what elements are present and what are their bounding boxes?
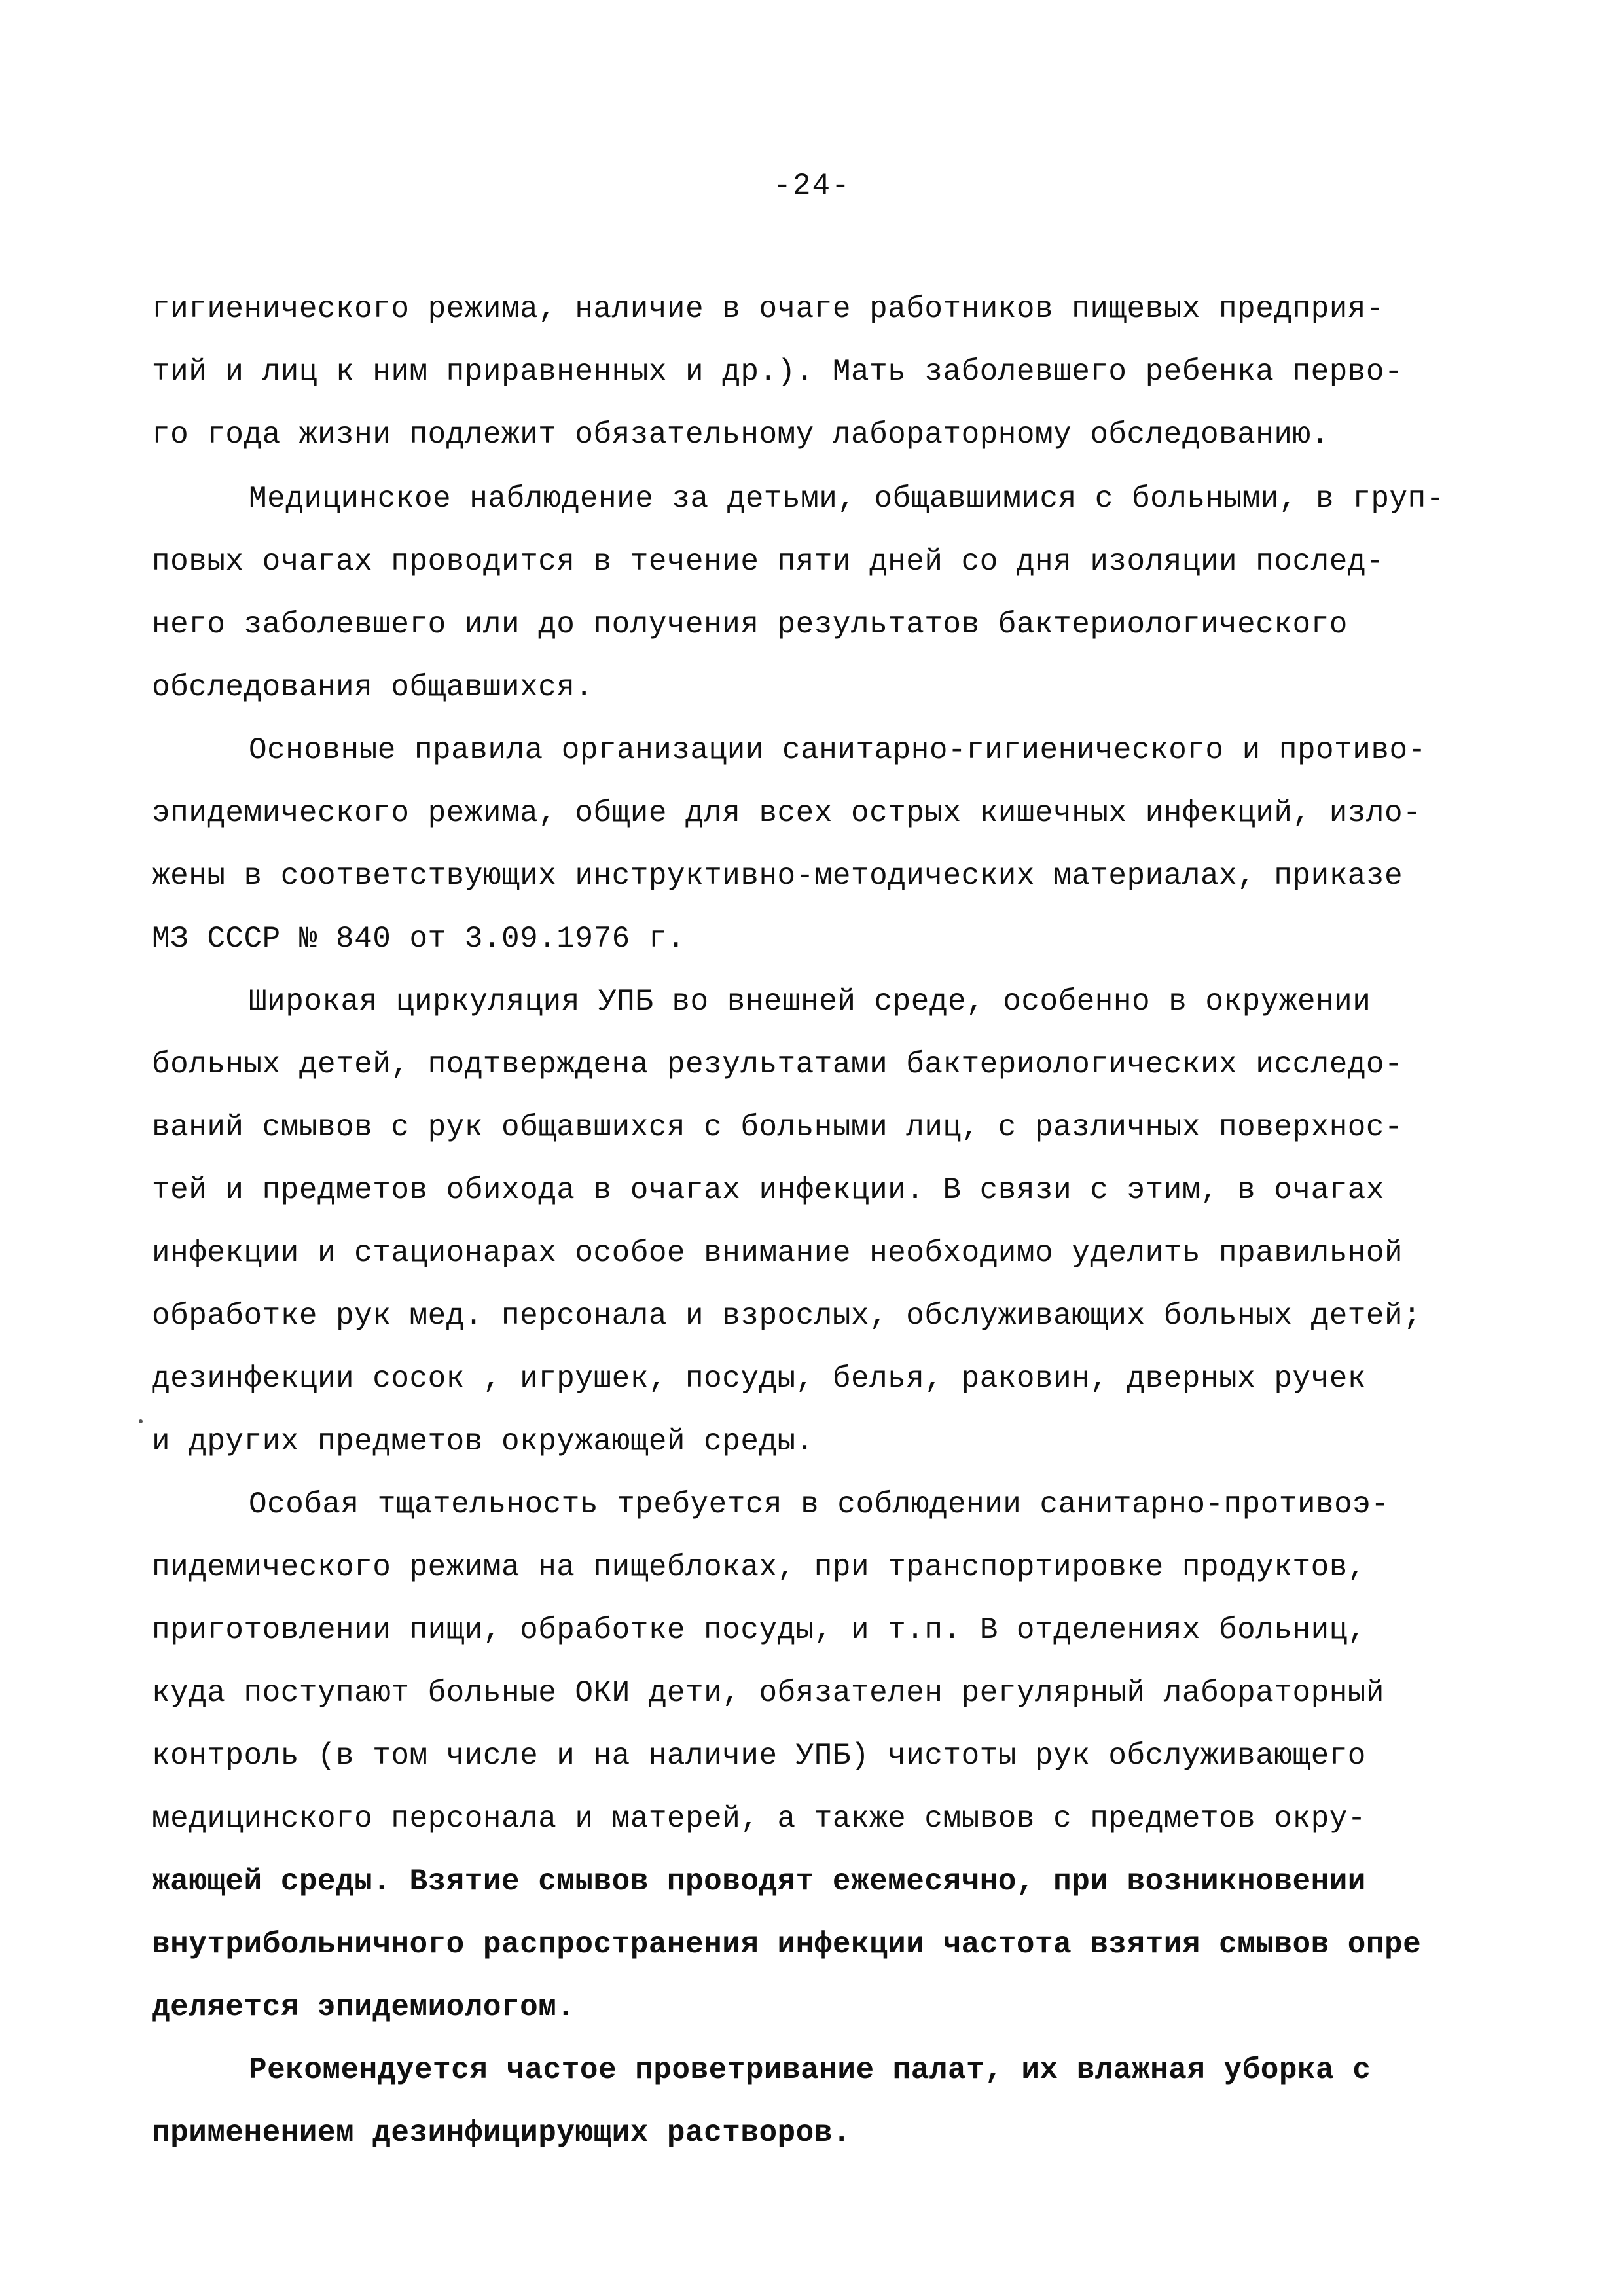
paragraph-5-line-6: медицинского персонала и матерей, а также смывов с предметов окру- — [152, 1802, 1366, 1836]
paragraph-4-line-7: дезинфекции сосок , игрушек, посуды, белья, раковин, дверных ручек — [152, 1362, 1366, 1396]
paragraph-4-line-6: обработке рук мед. персонала и взрослых, обслуживающих больных детей; — [152, 1299, 1422, 1333]
paragraph-5-line-9: деляется эпидемиологом. — [152, 1990, 575, 2024]
paragraph-1-line-3: го года жизни подлежит обязательному лабораторному обследованию. — [152, 418, 1329, 452]
paragraph-2-line-1: Медицинское наблюдение за детьми, общавшимися с больными, в груп- — [249, 482, 1445, 516]
paragraph-4-line-5: инфекции и стационарах особое внимание необходимо уделить правильной — [152, 1236, 1403, 1270]
paragraph-2-line-2: повых очагах проводится в течение пяти дней со дня изоляции послед- — [152, 545, 1385, 579]
margin-mark — [139, 1419, 143, 1423]
page-number: -24- — [773, 169, 851, 203]
paragraph-3-line-3: жены в соответствующих инструктивно-методических материалах, приказе — [152, 859, 1403, 893]
paragraph-5-line-2: пидемического режима на пищеблоках, при транспортировке продуктов, — [152, 1550, 1366, 1584]
paragraph-3-line-1: Основные правила организации санитарно-гигиенического и противо- — [249, 733, 1426, 767]
paragraph-2-line-4: обследования общавшихся. — [152, 670, 594, 704]
paragraph-3-line-4: МЗ СССР № 840 от 3.09.1976 г. — [152, 922, 686, 956]
paragraph-4-line-8: и других предметов окружающей среды. — [152, 1425, 814, 1459]
paragraph-5-line-3: приготовлении пищи, обработке посуды, и т.п. В отделениях больниц, — [152, 1613, 1366, 1647]
paragraph-5-line-4: куда поступают больные ОКИ дети, обязателен регулярный лабораторный — [152, 1676, 1385, 1710]
paragraph-6-line-1: Рекомендуется частое проветривание палат, их влажная уборка с — [249, 2053, 1371, 2087]
paragraph-4-line-4: тей и предметов обихода в очагах инфекции. В связи с этим, в очагах — [152, 1173, 1385, 1207]
paragraph-5-line-1: Особая тщательность требуется в соблюдении санитарно-противоэ- — [249, 1487, 1390, 1522]
paragraph-2-line-3: него заболевшего или до получения результатов бактериологического — [152, 608, 1348, 642]
paragraph-5-line-5: контроль (в том числе и на наличие УПБ) чистоты рук обслуживающего — [152, 1739, 1366, 1773]
paragraph-3-line-2: эпидемического режима, общие для всех острых кишечных инфекций, изло- — [152, 796, 1422, 830]
paragraph-4-line-1: Широкая циркуляция УПБ во внешней среде, особенно в окружении — [249, 985, 1371, 1019]
paragraph-4-line-2: больных детей, подтверждена результатами бактериологических исследо- — [152, 1048, 1403, 1082]
paragraph-1-line-2: тий и лиц к ним приравненных и др.). Мать заболевшего ребенка перво- — [152, 355, 1403, 389]
paragraph-1-line-1: гигиенического режима, наличие в очаге работников пищевых предприя- — [152, 292, 1385, 326]
paragraph-5-line-8: внутрибольничного распространения инфекции частота взятия смывов опре — [152, 1927, 1422, 1961]
paragraph-6-line-2: применением дезинфицирующих растворов. — [152, 2116, 851, 2150]
paragraph-4-line-3: ваний смывов с рук общавшихся с больными лиц, с различных поверхнос- — [152, 1110, 1403, 1144]
paragraph-5-line-7: жающей среды. Взятие смывов проводят ежемесячно, при возникновении — [152, 1865, 1366, 1899]
